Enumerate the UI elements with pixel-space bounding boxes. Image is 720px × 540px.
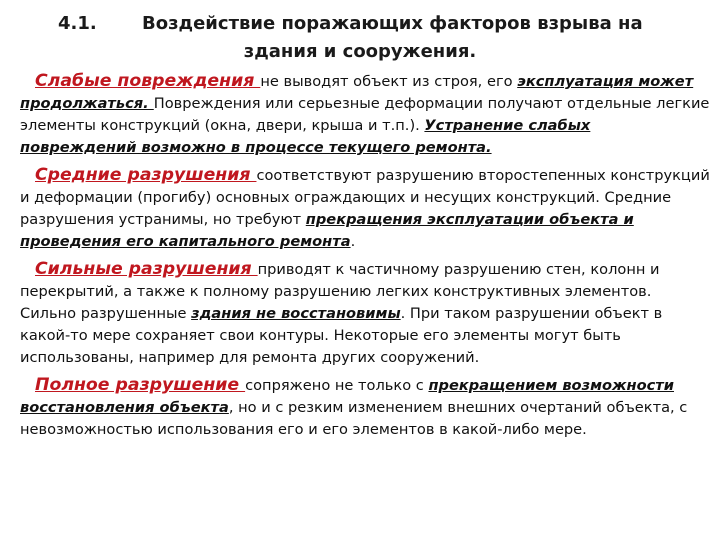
heading-weak-damage: Слабые повреждения [35, 71, 261, 91]
content-body [20, 70, 710, 446]
title-line-2: здания и сооружения. [243, 41, 477, 62]
paragraph-medium-damage [20, 164, 710, 253]
section-number: 4.1. [58, 13, 97, 34]
emphasis-text: эксплуатация может продолжаться. [20, 73, 694, 112]
text: . При таком разрушении объект в какой-то мере сохраняет свои контуры. Некоторые его элементы могут быть использованы, например для ремонта других сооружений. [20, 305, 663, 366]
paragraph-strong-damage [20, 258, 710, 369]
text: Повреждения или серьезные деформации получают отдельные легкие элементы конструкций (окна, двери, крыша и т.п.). [20, 95, 710, 134]
title-line-1: Воздействие поражающих факторов взрыва на [142, 13, 643, 34]
emphasis-text: прекращением возможности восстановления объекта [20, 377, 674, 416]
text: приводят к частичному разрушению стен, колонн и перекрытий, а также к полному разрушению легких конструктивных элементов. Сильно разрушенные [20, 261, 660, 322]
heading-total-destruction: Полное разрушение [35, 375, 246, 395]
heading-strong-damage: Сильные разрушения [35, 259, 258, 279]
text: . [350, 233, 356, 250]
emphasis-text: Устранение слабых повреждений возможно в процессе текущего ремонта. [20, 117, 591, 156]
heading-medium-damage: Средние разрушения [35, 165, 257, 185]
paragraph-weak-damage [20, 70, 710, 159]
text: соответствуют разрушению второстепенных конструкций и деформации (прогибу) основных ограждающих и несущих конструкций. Средние разрушения устранимы, но требуют [20, 167, 710, 228]
paragraph-total-destruction [20, 374, 710, 441]
text: не выводят объект из строя, его [260, 73, 518, 90]
text: сопряжено не только с [245, 377, 429, 394]
emphasis-text: прекращения эксплуатации объекта и проведения его капитального ремонта [20, 211, 634, 250]
text: , но и с резким изменением внешних очертаний объекта, с невозможностью использования его и его элементов в какой-либо мере. [20, 399, 688, 438]
emphasis-text: здания не восстановимы [191, 305, 401, 322]
